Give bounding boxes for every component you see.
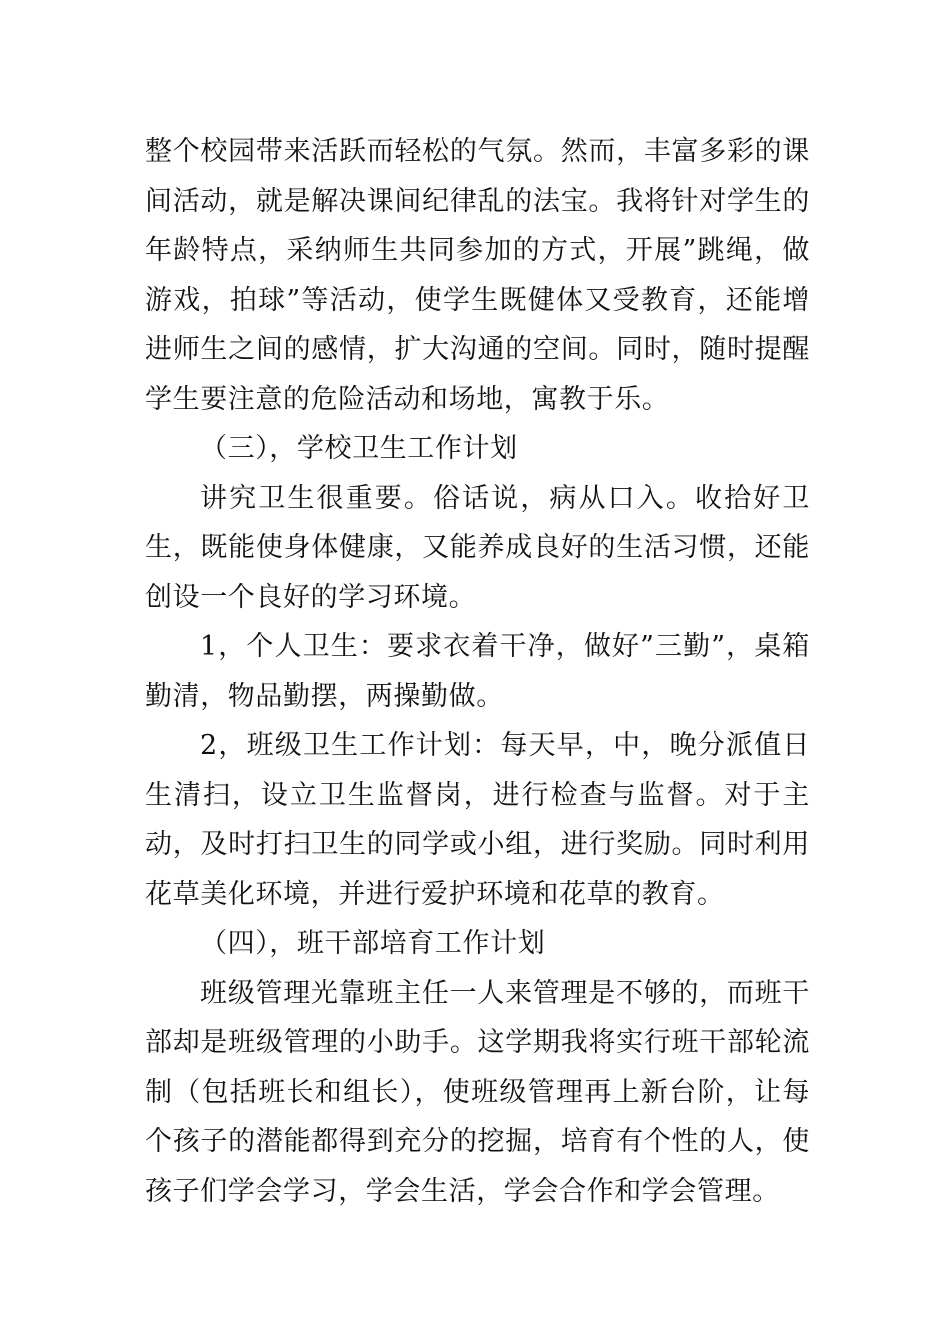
paragraph-personal-hygiene: 1，个人卫生：要求衣着干净，做好”三勤”，桌箱勤清，物品勤摆，两操勤做。	[145, 631, 810, 712]
paragraph-hygiene-intro: 讲究卫生很重要。俗话说，病从口入。收拾好卫生，既能使身体健康，又能养成良好的生活习惯，还能创设一个良好的学习环境。	[145, 482, 810, 613]
document-body	[145, 127, 810, 1216]
section-heading-class-cadre: （四），班干部培育工作计划	[200, 928, 546, 959]
paragraph-activities-continued: 整个校园带来活跃而轻松的气氛。然而，丰富多彩的课间活动，就是解决课间纪律乱的法宝。我将针对学生的年龄特点，采纳师生共同参加的方式，开展”跳绳，做游戏，拍球”等活动，使学生既健体又受教育，还能增进师生之间的感情，扩大沟通的空间。同时，随时提醒学生要注意的危险活动和场地，寓教于乐。	[145, 136, 810, 415]
section-heading-hygiene: （三），学校卫生工作计划	[200, 433, 518, 464]
paragraph-class-hygiene: 2，班级卫生工作计划：每天早，中，晚分派值日生清扫，设立卫生监督岗，进行检查与监督。对于主动，及时打扫卫生的同学或小组，进行奖励。同时利用花草美化环境，并进行爱护环境和花草的教育。	[145, 730, 810, 910]
paragraph-class-cadre: 班级管理光靠班主任一人来管理是不够的，而班干部却是班级管理的小助手。这学期我将实行班干部轮流制（包括班长和组长），使班级管理再上新台阶，让每个孩子的潜能都得到充分的挖掘，培育有个性的人，使孩子们学会学习，学会生活，学会合作和学会管理。	[145, 977, 810, 1207]
